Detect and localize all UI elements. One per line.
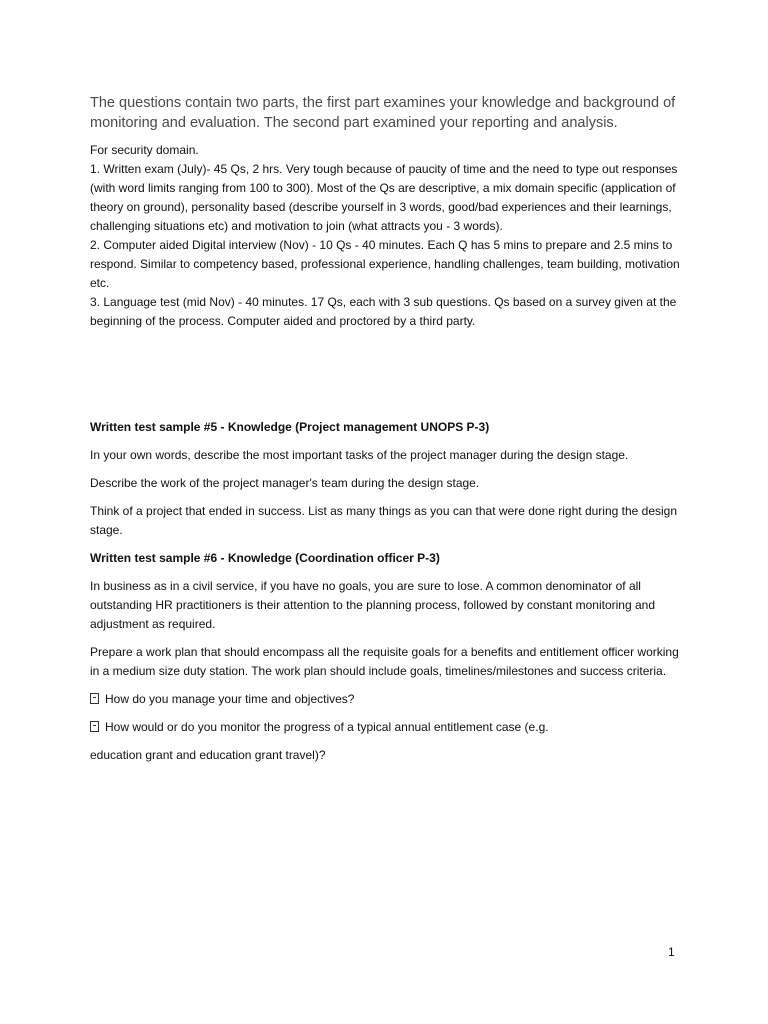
sample5-question-1: In your own words, describe the most important tasks of the project manager during the design stage.	[90, 448, 629, 462]
sample6-paragraph-1: In business as in a civil service, if you have no goals, you are sure to lose. A common denominator of all outstanding HR practitioners is their attention to the planning process, followed by constant monitoring and adjustment as required.	[90, 579, 655, 631]
security-heading: For security domain.	[90, 143, 199, 157]
security-item-3: 3. Language test (mid Nov) - 40 minutes. 17 Qs, each with 3 sub questions. Qs based on a survey given at the beginning of the process. Computer aided and proctored by a third party.	[90, 295, 677, 328]
bullet-box-icon	[90, 721, 99, 732]
written-test-samples	[90, 418, 690, 774]
sample5-question-3: Think of a project that ended in success. List as many things as you can that were done right during the design stage.	[90, 504, 678, 537]
bullet-box-icon	[90, 693, 99, 704]
sample5-heading: Written test sample #5 - Knowledge (Project management UNOPS P-3)	[90, 420, 490, 434]
sample6-bullet-1	[90, 690, 690, 709]
sample6-paragraph-2: Prepare a work plan that should encompass all the requisite goals for a benefits and entitlement officer working in a medium size duty station. The work plan should include goals, timelines/milestones and success criteria.	[90, 645, 679, 678]
security-domain-section	[90, 141, 690, 331]
security-item-1: 1. Written exam (July)- 45 Qs, 2 hrs. Very tough because of paucity of time and the need to type out responses (with word limits ranging from 100 to 300). Most of the Qs are descriptive, a mix domain specific (application of theory on ground), personality based (describe yourself in 3 words, good/bad experiences and their learnings, challenging situations etc) and motivation to join (what attracts you - 3 words).	[90, 162, 678, 233]
page-number: 1	[668, 945, 675, 959]
intro-paragraph: The questions contain two parts, the first part examines your knowledge and background of monitoring and evaluation. The second part examined your reporting and analysis.	[90, 95, 676, 131]
sample5-question-2: Describe the work of the project manager's team during the design stage.	[90, 476, 480, 490]
sample6-bullet-1-text: How do you manage your time and objectives?	[105, 692, 355, 706]
sample6-continuation: education grant and education grant travel)?	[90, 748, 326, 762]
sample6-bullet-2	[90, 718, 690, 737]
sample6-heading: Written test sample #6 - Knowledge (Coordination officer P-3)	[90, 551, 440, 565]
sample6-bullet-2-text: How would or do you monitor the progress of a typical annual entitlement case (e.g.	[105, 720, 549, 734]
security-item-2: 2. Computer aided Digital interview (Nov) - 10 Qs - 40 minutes. Each Q has 5 mins to prepare and 2.5 mins to respond. Similar to competency based, professional experience, handling challenges, team building, motivation etc.	[90, 238, 680, 290]
